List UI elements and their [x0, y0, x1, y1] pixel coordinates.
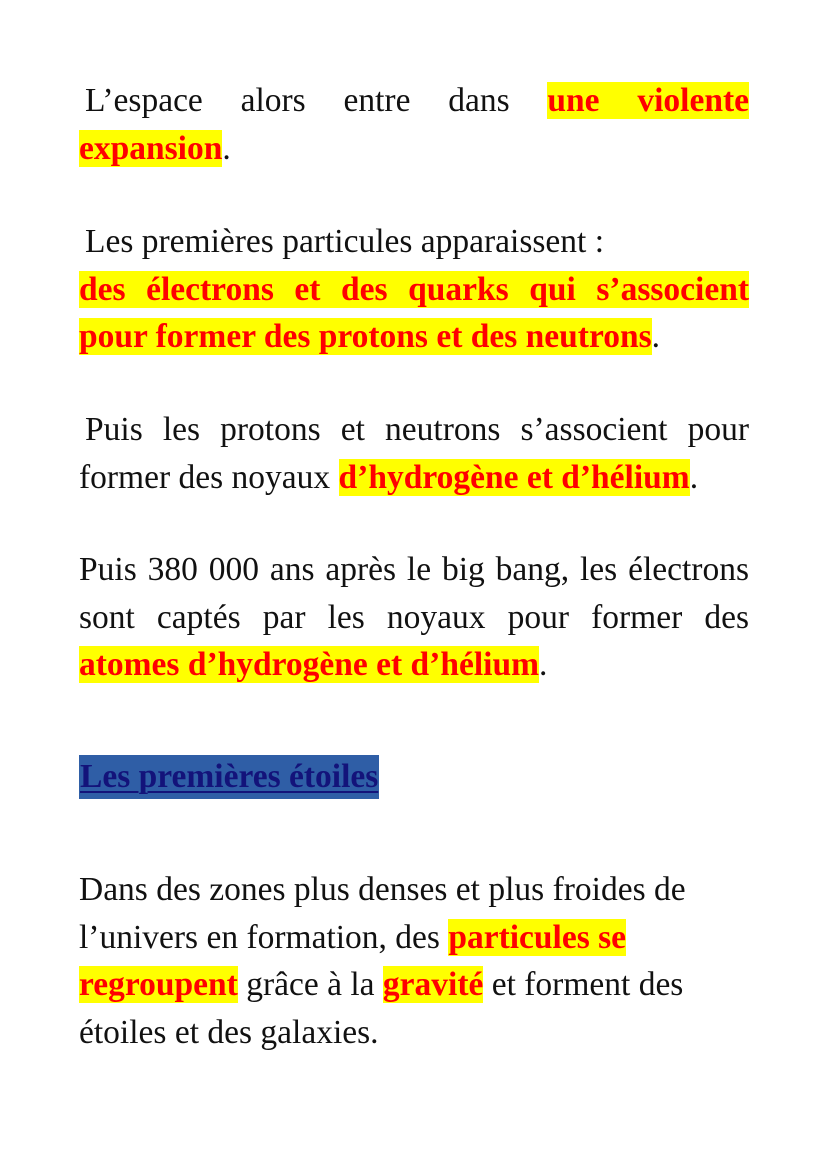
paragraph-text: Puis 380 000 ans après le big bang, les électrons sont captés par les noyaux pour former des — [79, 551, 749, 636]
paragraph-punctuation: . — [539, 646, 548, 683]
paragraph-expansion — [79, 77, 749, 172]
paragraph-particles — [79, 218, 749, 361]
highlighted-text: d’hydrogène et d’hélium — [338, 458, 690, 496]
highlighted-text: une violente expansion — [79, 82, 749, 167]
highlighted-text: des électrons et des quarks qui s’associent pour former des protons et des neutrons — [79, 270, 749, 355]
paragraph-text: grâce à la — [237, 966, 383, 1003]
paragraph-first-stars — [79, 866, 749, 1056]
section-heading: Les premières étoiles — [79, 755, 379, 799]
paragraph-punctuation: . — [689, 458, 699, 496]
paragraph-text: Dans des zones plus denses et plus froides de l’univers en formation, des — [79, 871, 686, 956]
paragraph-atoms — [79, 546, 749, 689]
highlighted-text: particules se regroupent — [79, 918, 627, 1003]
paragraph-nuclei — [79, 406, 749, 501]
paragraph-text: et forment des étoiles et des galaxies. — [79, 966, 684, 1051]
paragraph-punctuation: . — [222, 129, 231, 167]
paragraph-text: L’espace alors entre dans — [85, 82, 548, 119]
highlighted-text: atomes d’hydrogène et d’hélium — [79, 646, 539, 683]
highlighted-text: gravité — [382, 966, 484, 1003]
paragraph-punctuation: . — [651, 318, 660, 355]
paragraph-text: Puis les protons et neutrons s’associent pour former des noyaux — [79, 411, 749, 496]
paragraph-intro: Les premières particules apparaissent : — [85, 223, 605, 260]
